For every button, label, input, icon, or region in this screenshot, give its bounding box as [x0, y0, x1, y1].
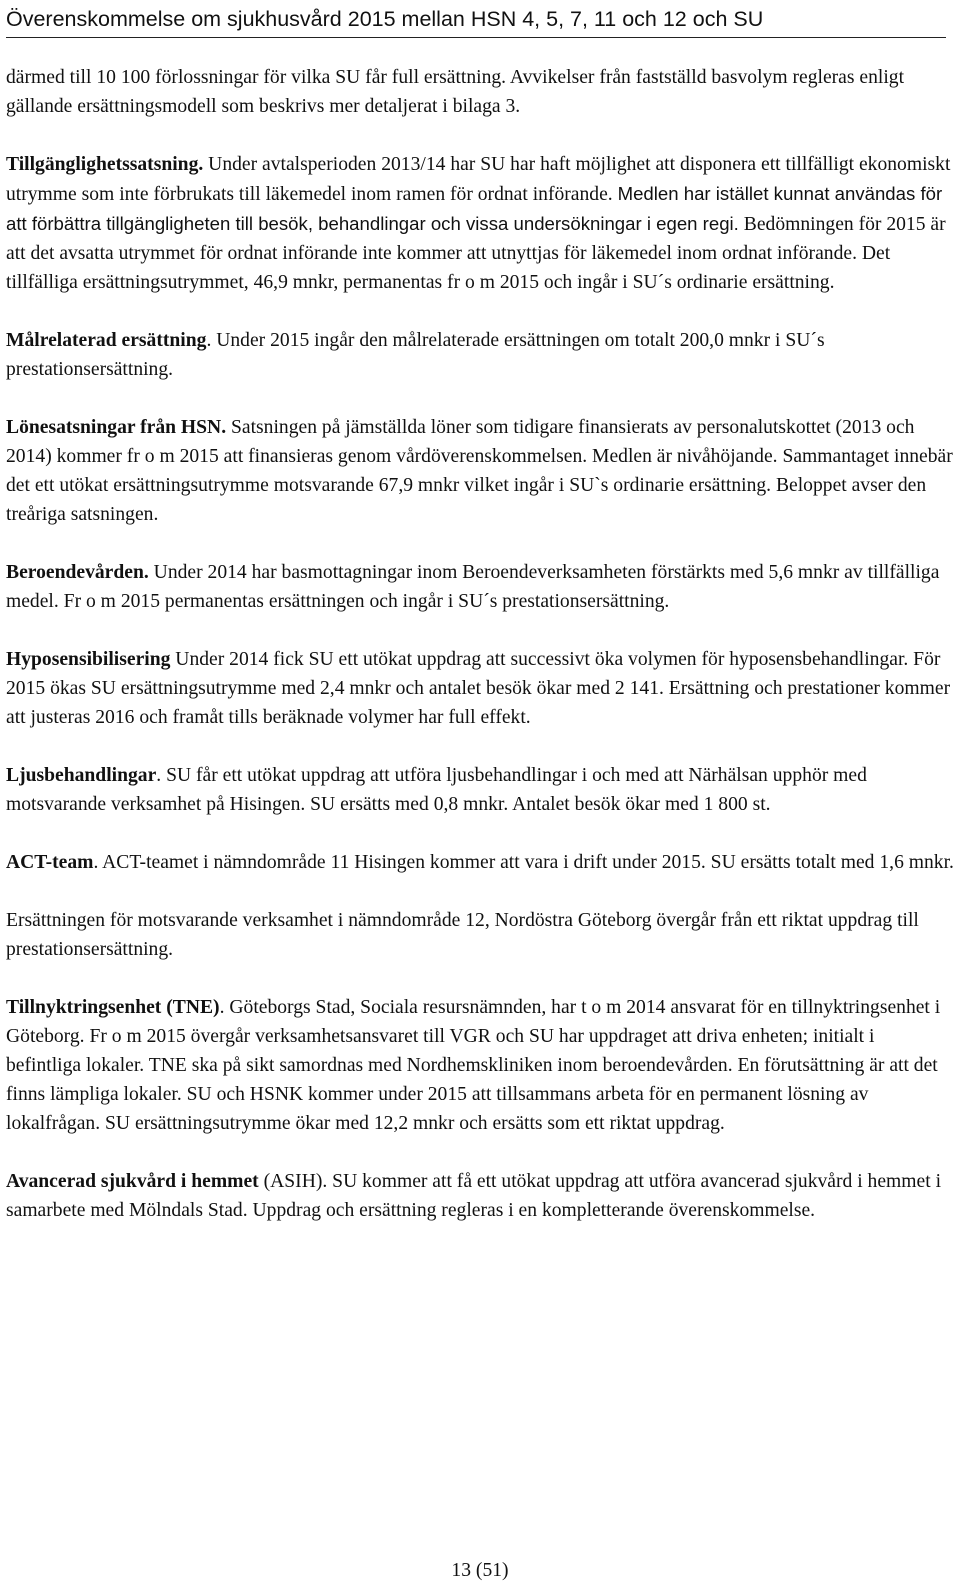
- paragraph-text: Under 2014 fick SU ett utökat uppdrag att successivt öka volymen för hyposensbehandlingar. För 2015 ökas SU ersättningsutrymme med 2,4 mnkr och antalet besök ökar med 2 141. Ersättning och prestationer kommer att justeras 2016 och framåt tills beräknade volymer har full effekt.: [6, 649, 951, 728]
- paragraph-text: . Göteborgs Stad, Sociala resursnämnden, har t o m 2014 ansvarat för en tillnyktringsenhet i Göteborg. Fr o m 2015 övergår verksamhetsansvaret till VGR och SU har uppdraget att driva enheten; initialt i befintliga lokaler. TNE ska på sikt samordnas med Nordhemskliniken inom beroendevården. En förutsättning är att det finns lämpliga lokaler. SU och HSNK kommer under 2015 att tillsammans arbeta för en permanent lösning av lokalfrågan. SU ersättningsutrymme ökar med 12,2 mnkr och ersätts som ett riktat uppdrag.: [6, 997, 941, 1134]
- paragraph-tillganglighetssatsning: [6, 150, 954, 297]
- page-number: 13 (51): [451, 1560, 509, 1581]
- paragraph-malrelaterad-ersattning: [6, 326, 954, 384]
- paragraph-text: Bedömningen för 2015 är att det avsatta utrymmet för ordnat införande inte kommer att utnyttjas för läkemedel inom ordnat införande. Det tillfälliga ersättningsutrymmet, 46,9 mnkr, permanentas fr o m 2015 och ingår i SU´s ordinarie ersättning.: [6, 214, 946, 293]
- paragraph-heading: Avancerad sjukvård i hemmet: [6, 1171, 259, 1192]
- paragraph-heading: Ljusbehandlingar: [6, 765, 157, 786]
- paragraph-asih: [6, 1167, 954, 1225]
- paragraph-heading: ACT-team: [6, 852, 94, 873]
- paragraph-heading: Beroendevården.: [6, 562, 149, 583]
- paragraph-text: Under 2014 har basmottagningar inom Beroendeverksamheten förstärkts med 5,6 mnkr av tillfälliga medel. Fr o m 2015 permanentas ersättningen och ingår i SU´s prestationsersättning.: [6, 562, 940, 612]
- paragraph-hyposensibilisering: [6, 645, 954, 732]
- paragraph-ljusbehandlingar: [6, 761, 954, 819]
- paragraph-text: (ASIH). SU kommer att få ett utökat uppdrag att utföra avancerad sjukvård i hemmet i samarbete med Mölndals Stad. Uppdrag och ersättning regleras i en kompletterande överenskommelse.: [6, 1171, 942, 1221]
- paragraph-text: . Under 2015 ingår den målrelaterade ersättningen om totalt 200,0 mnkr i SU´s prestationsersättning.: [6, 330, 825, 380]
- paragraph-tillnyktringsenhet: [6, 993, 954, 1138]
- paragraph-text: Medlen har istället kunnat användas för att förbättra tillgängligheten till besök, behandlingar och vissa undersökningar i egen regi.: [6, 183, 943, 234]
- paragraph-basvolym: därmed till 10 100 förlossningar för vilka SU får full ersättning. Avvikelser från fastställd basvolym regleras enligt gällande ersättningsmodell som beskrivs mer detaljerat i bilaga 3.: [6, 67, 905, 117]
- document-body: [6, 63, 954, 1254]
- paragraph-heading: Målrelaterad ersättning: [6, 330, 207, 351]
- page-header: Överenskommelse om sjukhusvård 2015 mellan HSN 4, 5, 7, 11 och 12 och SU: [6, 4, 946, 38]
- paragraph-heading: Hyposensibilisering: [6, 649, 171, 670]
- paragraph-act-team: [6, 848, 954, 877]
- paragraph-text: Satsningen på jämställda löner som tidigare finansierats av personalutskottet (2013 och 2014) kommer fr o m 2015 att finansieras genom vårdöverenskommelsen. Medlen är nivåhöjande. Sammantaget innebär det ett utökat ersättningsutrymme motsvarande 67,9 mnkr vilket ingår i SU`s ordinarie ersättning. Beloppet avser den treåriga satsningen.: [6, 417, 953, 525]
- paragraph-text: . ACT-teamet i nämndområde 11 Hisingen kommer att vara i drift under 2015. SU ersätts totalt med 1,6 mnkr.: [93, 852, 954, 873]
- paragraph-lonesatsningar: [6, 413, 954, 529]
- paragraph-heading: Lönesatsningar från HSN.: [6, 417, 227, 438]
- paragraph-heading: Tillgänglighetssatsning.: [6, 154, 204, 175]
- paragraph-heading: Tillnyktringsenhet (TNE): [6, 997, 220, 1018]
- paragraph-text: . SU får ett utökat uppdrag att utföra ljusbehandlingar i och med att Närhälsan upphör med motsvarande verksamhet på Hisingen. SU ersätts med 0,8 mnkr. Antalet besök ökar med 1 800 st.: [6, 765, 867, 815]
- paragraph-nordostra-goteborg: Ersättningen för motsvarande verksamhet i nämndområde 12, Nordöstra Göteborg övergår från ett riktat uppdrag till prestationsersättning.: [6, 910, 919, 960]
- paragraph-beroendevarden: [6, 558, 954, 616]
- paragraph-text: Under avtalsperioden 2013/14 har SU har haft möjlighet att disponera ett tillfälligt ekonomiskt utrymme som inte förbrukats till läkemedel inom ramen för ordnat införande.: [6, 154, 951, 205]
